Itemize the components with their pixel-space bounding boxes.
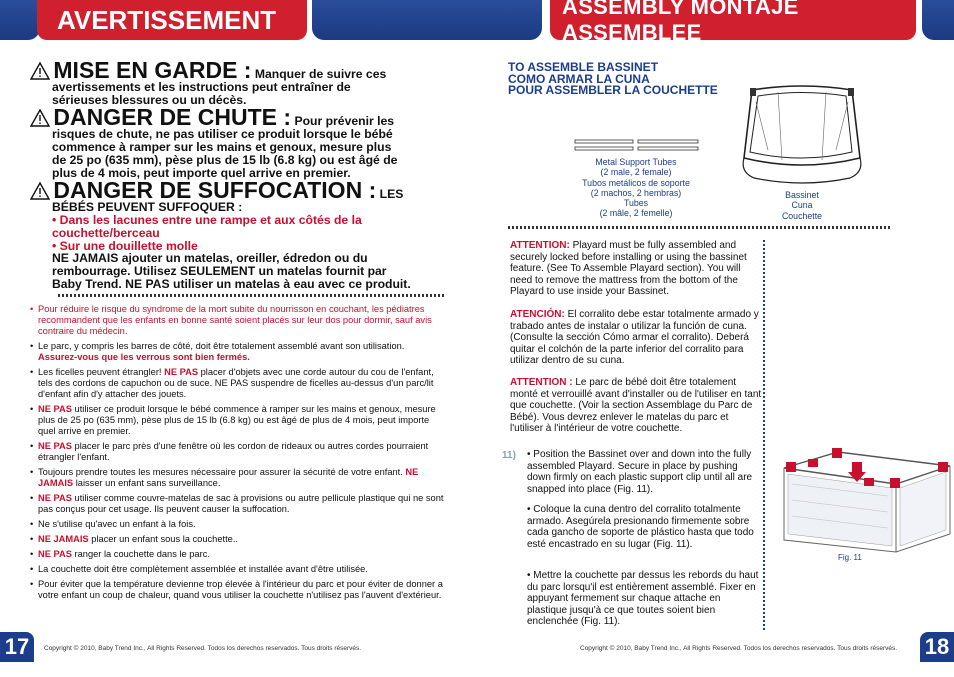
copyright-right: Copyright © 2010, Baby Trend Inc., All Rights Reserved. Todos los derechos reservados. Tous droits réservés. (580, 645, 898, 652)
attention-es-text: El corralito debe estar totalmente armado y trabado antes de instalar o utilizar la función de cuna. (Consulte la sección Cómo armar el corralito). Deberá quitar el colchón de la parte inferior del corralito para utilizar dentro de su cuna. (510, 309, 759, 367)
right-header-title: ASSEMBLY MONTAJE ASSEMBLEE (562, 0, 799, 45)
mise-en-garde-text: Manquer de suivre ces (254, 67, 387, 81)
suffocation-line: NE JAMAIS ajouter un matelas, oreiller, édredon ou du (52, 251, 368, 266)
bullet-text: Les ficelles peuvent étrangler! (38, 367, 165, 377)
bassinet-caption-line: Couchette (781, 210, 823, 221)
danger-chute-line: de 25 po (635 mm), pèse plus de 15 lb (6.8 kg) ou est âgé de (52, 152, 398, 167)
attention-es-label: ATENCIÓN: (510, 309, 565, 320)
warning-danger-chute (30, 104, 450, 180)
danger-chute-title: DANGER DE CHUTE : (53, 104, 292, 131)
bullet-text: ranger la couchette dans le parc. (71, 549, 210, 559)
bassinet-caption-line: Cuna (791, 200, 813, 211)
warning-suffocation (30, 177, 450, 291)
danger-chute-line: risques de chute, ne pas utiliser ce produit lorsque le bébé (52, 127, 393, 142)
bullet-text: utiliser comme couvre-matelas de sac à provisions ou autre pellicule plastique qui ne sont pas conçus pour cet usage. Ils peuvent causer la suffocation. (38, 493, 444, 514)
bullet-text: Pour réduire le risque du syndrome de la mort subite du nourrisson en couchant, les pédiatres recommandent que les enfants en bonne santé soient placés sur leur dos pour dormir, sauf avis contraire du médecin. (38, 304, 432, 336)
page-number-text: 18 (924, 634, 950, 659)
bassinet-caption (768, 190, 836, 221)
warning-bullet-item (30, 467, 448, 489)
bassinet-illustration (738, 80, 866, 188)
left-header (37, 0, 307, 40)
suffocation-red-line: • Dans les lacunes entre une rampe et aux côtés de la (52, 212, 362, 227)
warning-triangle-icon (30, 62, 50, 80)
bullet-text: placer d'objets avec une corde autour du cou de l'enfant, tels des cordons de capuchon ou de suce. NE PAS suspendre de ficelles au-dessus d'un parc/lit d'enfant afin d'y attacher des jouets. (38, 367, 434, 399)
warning-bullet-item (30, 549, 448, 560)
bullet-bold-red: NE PAS (38, 549, 72, 559)
attention-en-label: ATTENTION: (510, 240, 570, 251)
bullet-bold-red: NE PAS (38, 493, 72, 503)
left-bullet-list (30, 304, 448, 605)
tubes-caption-line: (2 machos, 2 hembras) (590, 187, 682, 198)
fig-label: Fig. 11 (838, 553, 862, 562)
attention-es (510, 309, 762, 367)
mise-en-garde-line2: avertissements et les instructions peut entraîner de (52, 79, 351, 94)
right-header (550, 0, 916, 45)
warning-bullet-item (30, 367, 448, 400)
warning-triangle-icon (30, 182, 50, 200)
warning-bullet-item (30, 404, 448, 437)
bullet-text: Toujours prendre toutes les mesures nécessaire pour assurer la sécurité de votre enfant. (38, 467, 406, 477)
assemble-title-es: COMO ARMAR LA CUNA (508, 71, 650, 86)
warning-bullet-item (30, 493, 448, 515)
warning-bullet-item (30, 341, 448, 363)
page-number-text: 17 (4, 634, 30, 659)
playard-fig11-illustration (778, 444, 954, 556)
suffocation-les: LES (379, 187, 404, 202)
assemble-title-fr: POUR ASSEMBLER LA COUCHETTE (508, 83, 718, 97)
bullet-text: laisser un enfant sans surveillance. (73, 478, 221, 488)
bullet-bold-red: Assurez-vous que les verrous sont bien fermés. (38, 352, 250, 362)
attention-fr-label: ATTENTION : (510, 377, 573, 388)
warning-bullet-item (30, 564, 448, 575)
tubes-caption-line: (2 male, 2 female) (600, 167, 672, 178)
warning-mise-en-garde (30, 57, 450, 107)
tubes-caption (560, 157, 712, 219)
header-corner-left (0, 0, 40, 40)
metal-tubes-illustration (574, 138, 700, 154)
bullet-text: Le parc, y compris les barres de côté, doit être totalement assemblé avant son utilisation. (38, 341, 405, 351)
bullet-text: Ne s'utilise qu'avec un enfant à la fois. (38, 519, 196, 529)
step-es: • Coloque la cuna dentro del corralito totalmente armado. Asegúrela presionando firmemente sobre cada gancho de soporte de plástico hasta que todo esté encastrado en su lugar (Fig. 11). (527, 504, 754, 550)
bullet-bold-red: NE JAMAIS (38, 467, 419, 488)
bullet-bold-red: NE PAS (164, 367, 199, 377)
bullet-text: Pour éviter que la température devienne trop élevée à l'intérieur du parc et pour éviter de donner a votre enfant un coup de chaleur, quand vous utiliser la couchette n'utilisez pas l'auvent d'extérieur. (38, 579, 443, 600)
divider-dotted-right (508, 226, 890, 229)
suffocation-line: BÉBÉS PEUVENT SUFFOQUER : (52, 200, 243, 215)
tubes-caption-line: Tubos metálicos de soporte (582, 177, 690, 188)
suffocation-red-line: • Sur une douillette molle (52, 238, 198, 253)
mise-en-garde-title: MISE EN GARDE : (53, 57, 252, 83)
step-fr: • Mettre la couchette par dessus les rebords du haut du parc lorsqu'il est entièrement assemblé. Fixer en appuyant fermement sur chaque attache en plastique jusqu'à ce que toutes soient bien enclenchée (Fig. 11). (527, 570, 759, 628)
step-number: 11) (502, 450, 516, 461)
bullet-text: placer le parc près d'une fenêtre où les cordon de rideaux ou autres cordes pourraient étrangler l'enfant. (38, 441, 429, 462)
bullet-text: placer un enfant sous la couchette.. (88, 534, 238, 544)
suffocation-line: rembourrage. Utilisez SEULEMENT un matelas fournit par (52, 264, 387, 279)
header-corner-mid (312, 0, 542, 40)
warning-bullet-item (30, 534, 448, 545)
danger-chute-text: Pour prévenir les (294, 114, 395, 129)
danger-chute-line: commence à ramper sur les mains et genoux, mesure plus (52, 139, 392, 154)
suffocation-line: Baby Trend. NE PAS utiliser un matelas à eau avec ce produit. (52, 276, 411, 291)
copyright-left: Copyright © 2010, Baby Trend Inc., All Rights Reserved. Todos los derechos reservados. Tous droits réservés. (44, 645, 362, 652)
left-header-title: AVERTISSEMENT (57, 4, 277, 35)
page-number-right (920, 632, 954, 662)
attention-en-text: Playard must be fully assembled and securely locked before installing or using the bassinet feature. (See To Assemble Playard section). You will need to remove the mattress from the bottom of the Playard to use inside your Bassinet. (510, 240, 747, 298)
attention-fr-text: Le parc de bébé doit être totalement monté et verrouillé avant d'installer ou de l'utiliser en tant que couchette. (Voir la section Assemblage du Parc de Bébé). Vous devrez enlever le matelas du parc et l'utiliser à l'intérieur de votre couchette. (510, 377, 762, 435)
bullet-bold-red: NE PAS (38, 404, 72, 414)
bullet-bold-red: NE JAMAIS (38, 534, 89, 544)
mise-en-garde-line3: sérieuses blessures ou un décès. (52, 92, 247, 107)
warning-block (30, 57, 450, 291)
bassinet-caption-line: Bassinet (785, 190, 819, 200)
assemble-title-en: TO ASSEMBLE BASSINET (508, 60, 659, 74)
warning-bullet-item (30, 304, 448, 337)
warning-bullet-item (30, 579, 448, 601)
header-corner-right (922, 0, 954, 40)
warning-triangle-icon (30, 109, 50, 127)
step-en: • Position the Bassinet over and down into the fully assembled Playard. Secure in place by pushing down firmly on each plastic support clip until all are snapped into place (Fig. 11). (527, 449, 753, 495)
tubes-caption-line: Metal Support Tubes (595, 157, 677, 167)
suffocation-title: DANGER DE SUFFOCATION : (53, 177, 377, 204)
warning-bullet-item (30, 519, 448, 530)
suffocation-red-line: couchette/berceau (52, 225, 160, 240)
attention-en (510, 240, 762, 298)
page-number-left (0, 632, 34, 662)
tubes-caption-line: (2 mâle, 2 femelle) (599, 208, 673, 219)
danger-chute-line: plus de 4 mois, peut importe quel arrive en premier. (52, 165, 351, 180)
assemble-title (508, 62, 718, 97)
divider-dotted (58, 294, 446, 297)
warning-bullet-item (30, 441, 448, 463)
tubes-caption-line: Tubes (623, 198, 649, 209)
bullet-bold-red: NE PAS (38, 441, 72, 451)
bullet-text: utiliser ce produit lorsque le bébé commence à ramper sur les mains et genoux, mesure plus de 25 po (635 mm), pèse plus de 15 lb (6.8 kg) ou est âgé de plus de 4 mois, peut importe quel arrive en premier. (38, 404, 436, 436)
attention-fr (510, 377, 762, 435)
bullet-text: La couchette doit être complètement assemblée et installée avant d'être utilisée. (38, 564, 368, 574)
vertical-divider (763, 240, 765, 630)
